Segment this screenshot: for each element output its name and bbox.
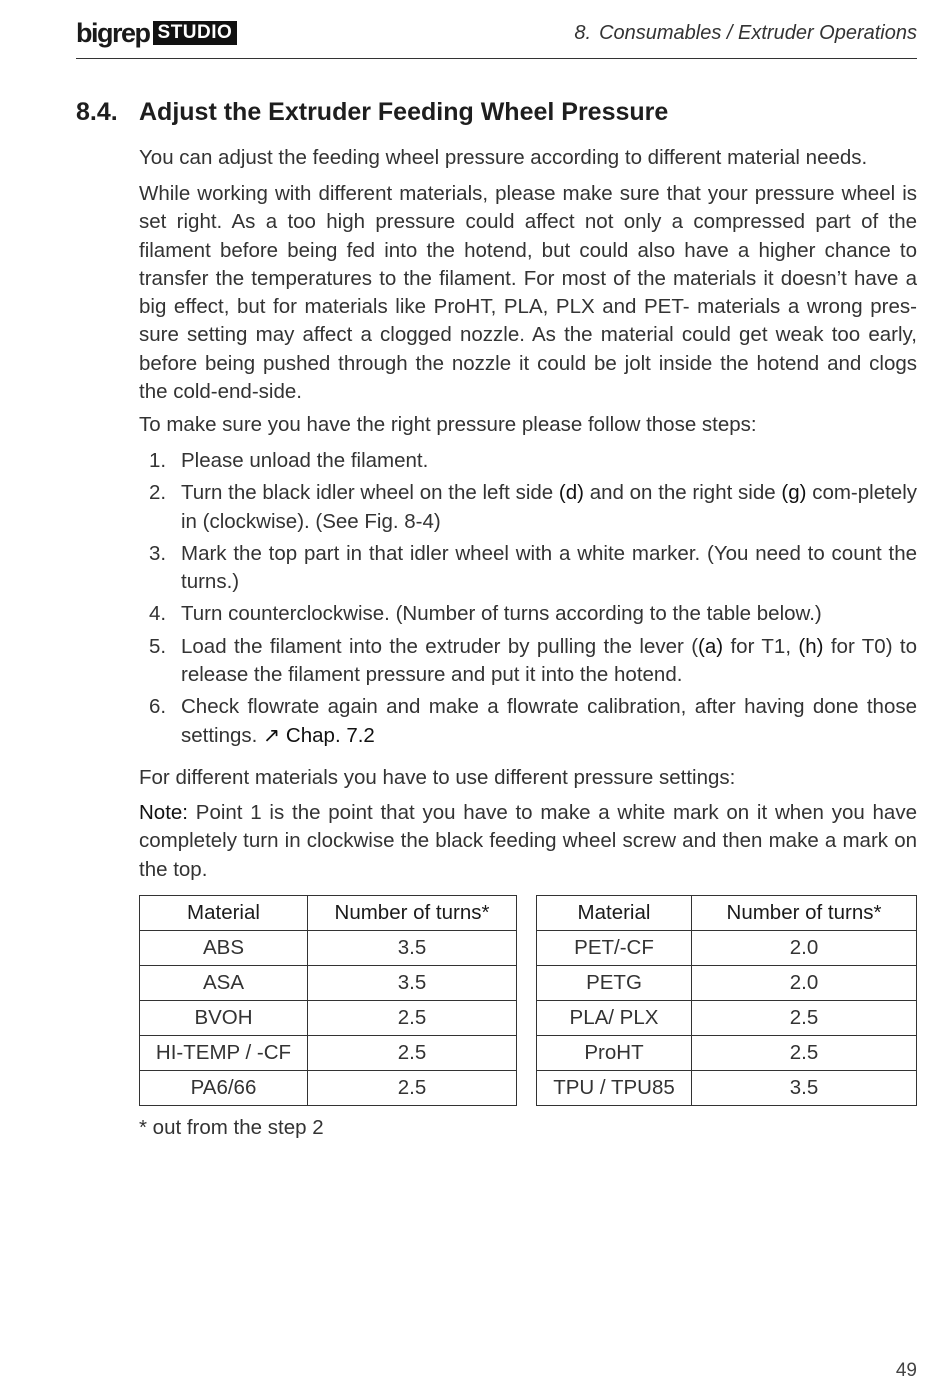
table-row (537, 931, 917, 966)
step-text: Load the filament into the extruder by pulling the lever ( (181, 634, 699, 658)
step-number: 2. (149, 481, 167, 505)
turns-cell: 2.5 (308, 1071, 517, 1106)
list-item (139, 540, 917, 597)
step-text: for T0) to release the filament pressure and put it into the hotend. (181, 634, 917, 687)
steps-intro-text: To make sure you have the right pressure please follow those steps: (139, 413, 757, 436)
step-text: Turn the black idler wheel on the left side (181, 481, 559, 505)
material-cell: PET/-CF (537, 931, 692, 966)
step-number: 4. (149, 602, 167, 626)
intro-text: You can adjust the feeding wheel pressure according to different material needs. (139, 146, 868, 169)
material-cell: HI-TEMP / -CF (140, 1036, 308, 1071)
table-row (537, 1001, 917, 1036)
table-row (537, 966, 917, 1001)
turns-cell: 2.0 (692, 931, 917, 966)
list-item (139, 633, 917, 690)
note-label: Note: (139, 801, 188, 824)
chapter-link[interactable]: Chap. 7.2 (280, 723, 375, 747)
turns-table-right (536, 895, 917, 1106)
chapter-heading (574, 22, 917, 45)
note-paragraph (139, 799, 917, 884)
materials-intro-text: For different materials you have to use different pressure settings: (139, 766, 736, 789)
note-text: Point 1 is the point that you have to make a white mark on it when you have completely turn in clockwise the black feeding wheel screw and then make a mark on the top. (139, 801, 917, 881)
bigrep-logo (76, 18, 237, 48)
external-link-icon: ↗ (263, 723, 281, 747)
table-row (537, 1071, 917, 1106)
step-text: Please unload the filament. (181, 449, 429, 472)
chapter-number: 8. (574, 22, 592, 44)
step-ref: (d) (558, 481, 584, 505)
turns-cell: 3.5 (308, 966, 517, 1001)
step-text: com-pletely in (clockwise). (See Fig. 8-4) (181, 481, 917, 533)
section-title-text: Adjust the Extruder Feeding Wheel Pressure (139, 98, 669, 126)
table-row (140, 966, 517, 1001)
chapter-title: Consumables / Extruder Operations (599, 22, 917, 44)
step-number: 1. (149, 449, 167, 472)
header-turns: Number of turns* (692, 896, 917, 931)
footnote: * out from the step 2 (139, 1116, 324, 1139)
table-row (140, 931, 517, 966)
turns-cell: 3.5 (692, 1071, 917, 1106)
note-text-block (139, 799, 917, 884)
step-ref: (h) (798, 634, 824, 658)
step-text: Mark the top part in that idler wheel with a white marker. (You need to count the turns.) (181, 541, 917, 594)
list-item (139, 447, 917, 475)
table-row (537, 1036, 917, 1071)
steps-intro-paragraph (139, 411, 917, 439)
logo-text: bigrep (76, 18, 150, 48)
step-number: 3. (149, 541, 167, 565)
details-paragraph (139, 180, 917, 406)
material-cell: TPU / TPU85 (537, 1071, 692, 1106)
material-cell: PLA/ PLX (537, 1001, 692, 1036)
section-title (76, 98, 668, 127)
table-header-row (537, 896, 917, 931)
turns-cell: 3.5 (308, 931, 517, 966)
details-text: While working with different materials, please make sure that your pressure wheel is set right. As a too high pressure could affect not only a compressed part of the filament before being fed into the hotend, but could also have a higher chance to transfer the temperatures to the filament. For most of the materials it doesn’t have a big effect, but for materials like ProHT, PLA, PLX and PET- materials a wrong pres-sure setting may affect a clogged nozzle. As the material could get weak too early, before being pushed through the nozzle it could be jolt inside the hotend and clogs the cold-end-side. (139, 182, 917, 404)
material-cell: BVOH (140, 1001, 308, 1036)
material-cell: PETG (537, 966, 692, 1001)
turns-table-left (139, 895, 517, 1106)
turns-cell: 2.5 (308, 1001, 517, 1036)
step-ref: (a) (698, 634, 724, 658)
materials-intro-paragraph (139, 764, 917, 792)
header-material: Material (537, 896, 692, 931)
table-row (140, 1001, 517, 1036)
step-text: for T1, (723, 634, 799, 658)
material-cell: ProHT (537, 1036, 692, 1071)
table-row (140, 1036, 517, 1071)
list-item (139, 693, 917, 750)
step-ref: (g) (781, 481, 807, 505)
step-number: 6. (149, 695, 167, 719)
page-number: 49 (895, 1360, 917, 1381)
turns-cell: 2.5 (308, 1036, 517, 1071)
material-cell: ABS (140, 931, 308, 966)
list-item (139, 600, 917, 628)
steps-list-container (139, 447, 917, 754)
turns-cell: 2.0 (692, 966, 917, 1001)
step-text: and on the right side (583, 481, 782, 505)
table-header-row (140, 896, 517, 931)
logo-badge: STUDIO (153, 21, 238, 45)
step-number: 5. (149, 634, 167, 658)
table-row (140, 1071, 517, 1106)
step-text: Turn counterclockwise. (Number of turns according to the table below.) (181, 602, 822, 626)
material-cell: PA6/66 (140, 1071, 308, 1106)
intro-paragraph (139, 144, 917, 172)
material-cell: ASA (140, 966, 308, 1001)
turns-cell: 2.5 (692, 1001, 917, 1036)
step-text: Check flowrate again and make a flowrate calibration, after having done those settings. (181, 695, 917, 747)
list-item (139, 479, 917, 536)
section-number: 8.4. (76, 98, 118, 126)
header-material: Material (140, 896, 308, 931)
steps-list (139, 447, 917, 750)
header-turns: Number of turns* (308, 896, 517, 931)
turns-cell: 2.5 (692, 1036, 917, 1071)
page-header (76, 16, 917, 59)
